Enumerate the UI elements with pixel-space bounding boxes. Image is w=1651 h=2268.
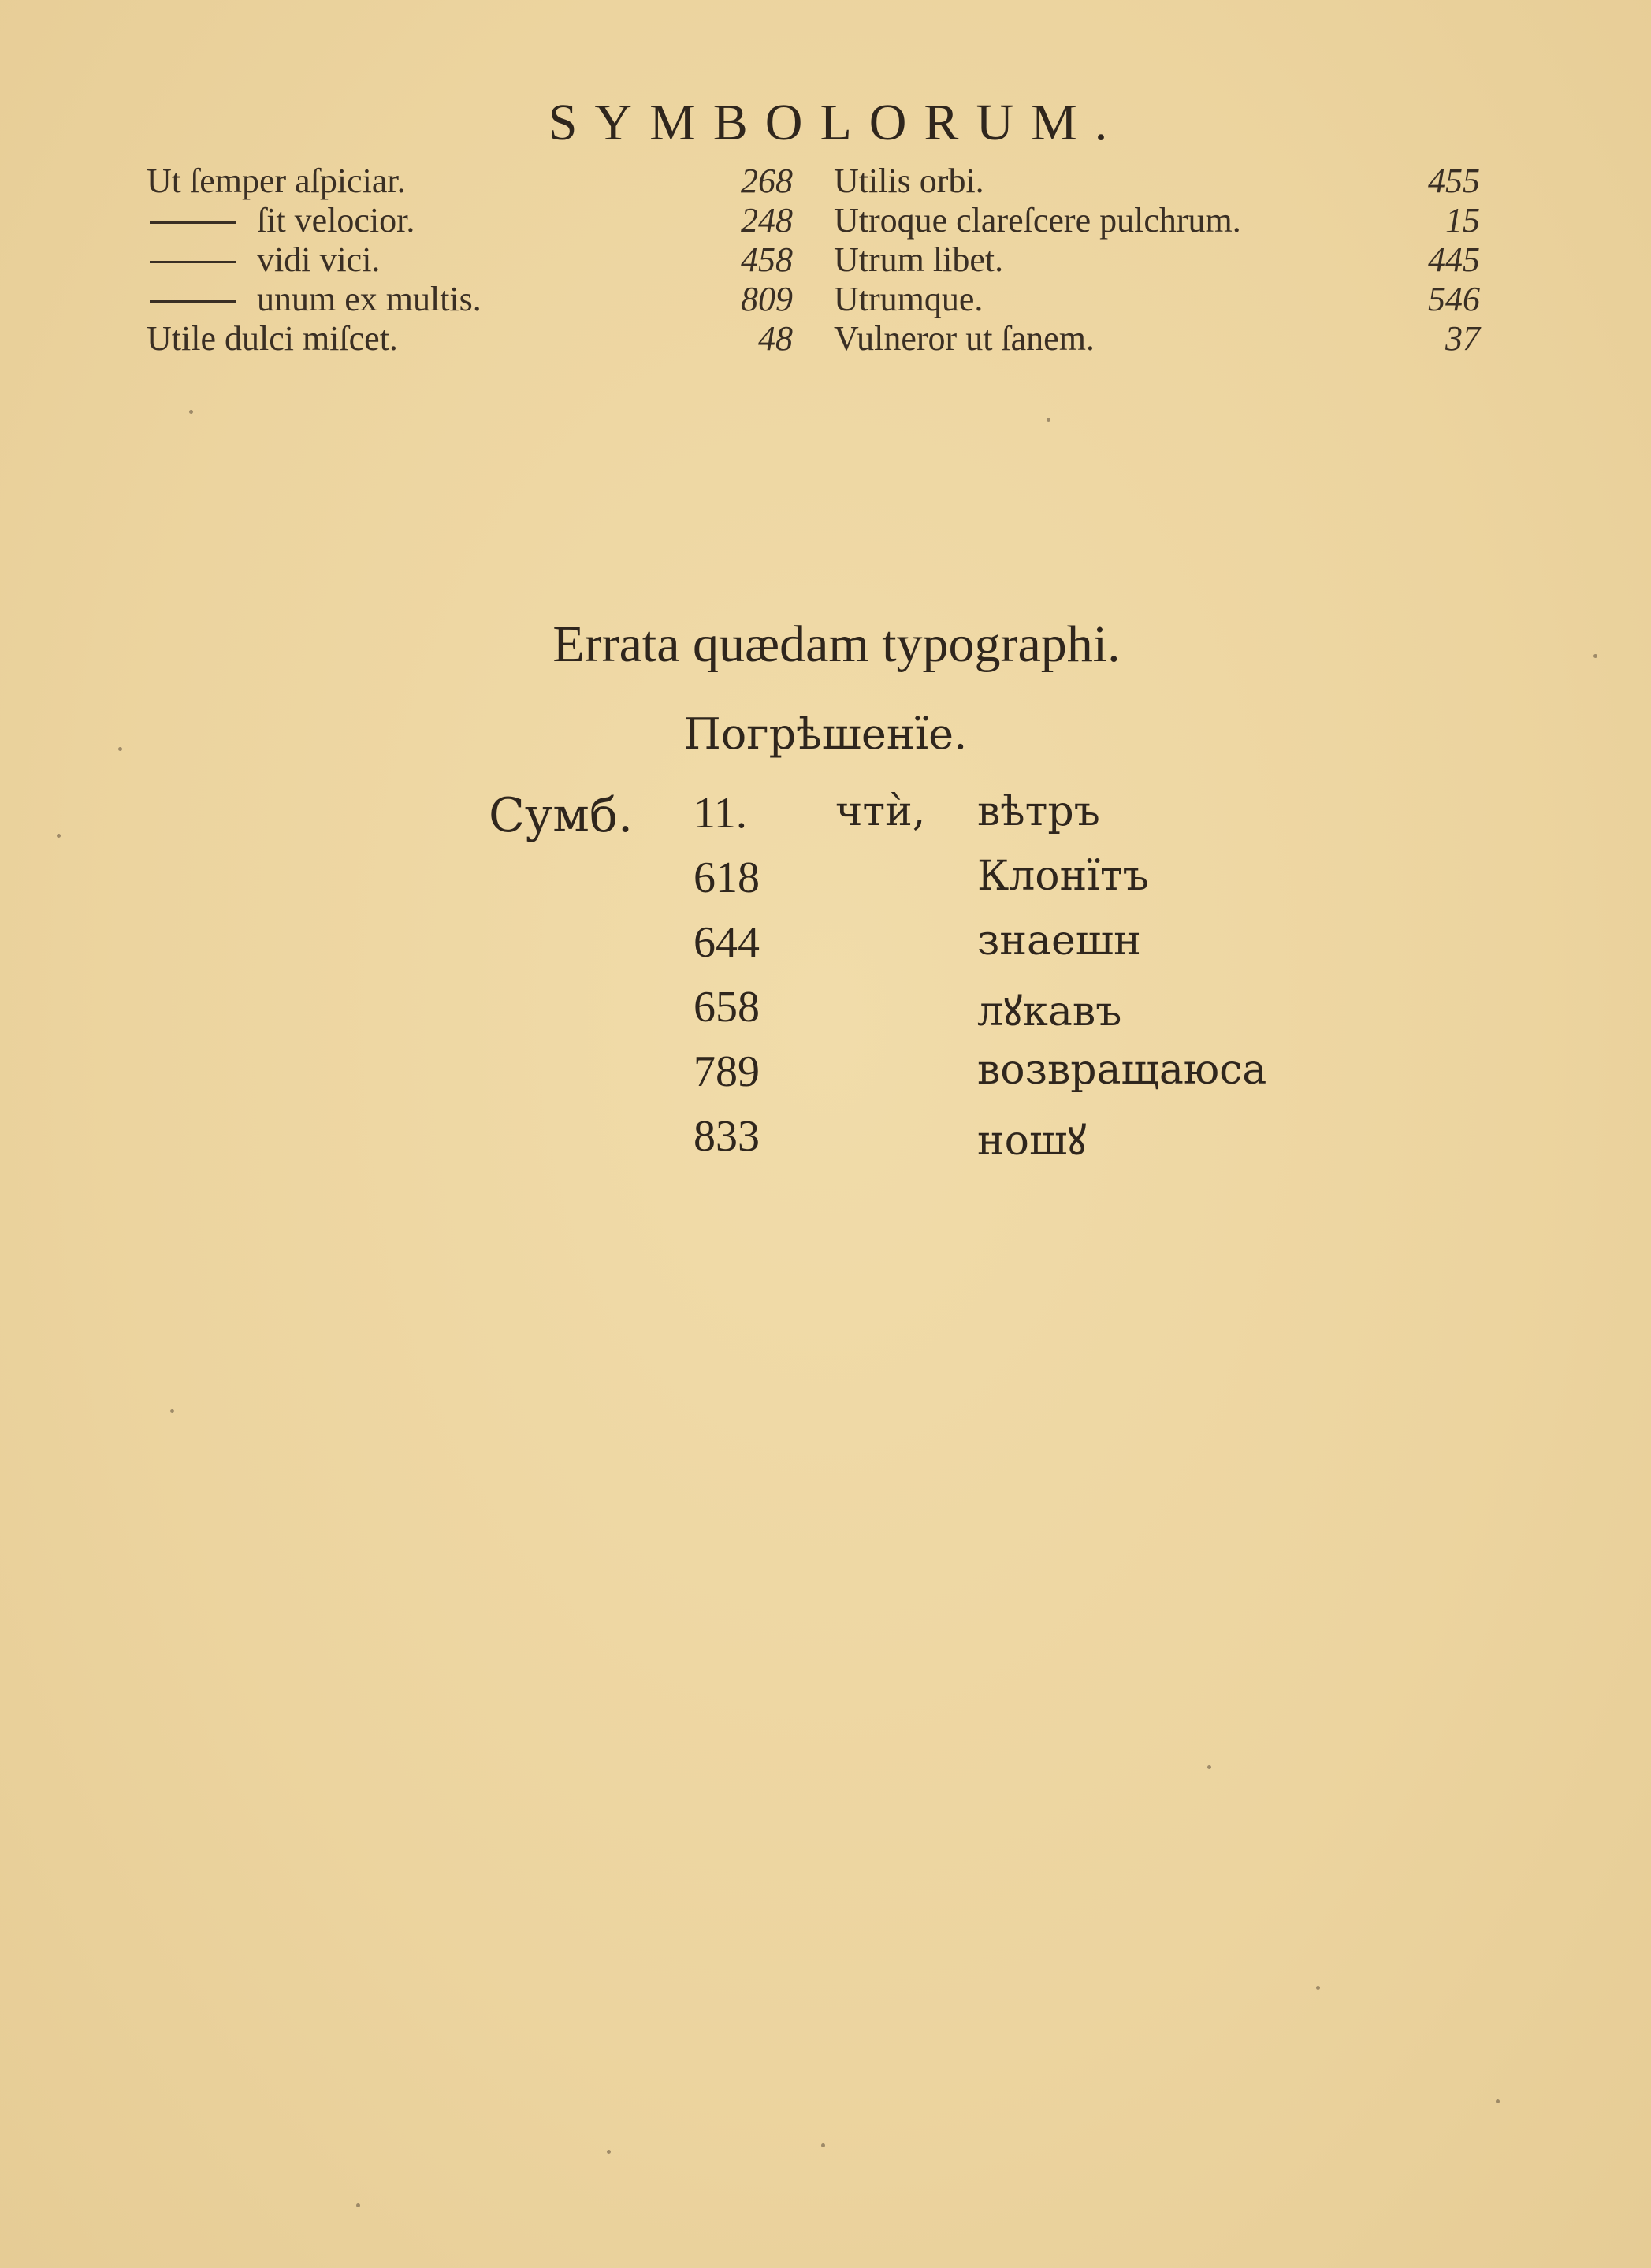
index-right-column xyxy=(834,162,1480,359)
paper-speck xyxy=(189,410,193,414)
errata-correction: знаешн xyxy=(977,917,1141,965)
errata-row xyxy=(489,917,1355,982)
paper-speck xyxy=(1316,1986,1320,1990)
entry-page-number: 546 xyxy=(1428,280,1480,318)
ditto-dash xyxy=(150,261,236,263)
errata-number: 11. xyxy=(693,789,747,838)
entry-text: vidi vici. xyxy=(257,240,381,279)
entry-page-number: 809 xyxy=(741,280,793,318)
index-entry xyxy=(834,162,1480,201)
entry-page-number: 458 xyxy=(741,240,793,279)
entry-text: Utile dulci miſcet. xyxy=(147,319,398,358)
entry-page-number: 445 xyxy=(1428,240,1480,279)
ditto-dash xyxy=(150,300,236,303)
paper-speck xyxy=(1047,418,1050,422)
errata-correction: вѣтръ xyxy=(977,788,1100,835)
index-entry xyxy=(834,201,1480,240)
entry-text: Utrumque. xyxy=(834,280,984,318)
paper-speck xyxy=(1593,654,1597,658)
paper-speck xyxy=(356,2203,360,2207)
errata-row xyxy=(489,1111,1355,1176)
index-entry xyxy=(147,319,793,359)
entry-text: Utroque clareſcere pulchrum. xyxy=(834,201,1241,240)
paper-speck xyxy=(607,2150,611,2154)
errata-number: 789 xyxy=(693,1047,760,1096)
entry-text: unum ex multis. xyxy=(257,280,482,318)
paper-speck xyxy=(170,1409,174,1413)
errata-title: Errata quædam typographi. xyxy=(552,615,1121,673)
errata-row xyxy=(489,982,1355,1047)
entry-page-number: 48 xyxy=(758,319,793,358)
errata-number: 618 xyxy=(693,853,760,902)
errata-number: 644 xyxy=(693,918,760,967)
paper-speck xyxy=(57,834,61,838)
errata-row xyxy=(489,853,1355,917)
errata-correction: ношꙋ xyxy=(977,1117,1087,1165)
index-entry xyxy=(147,280,793,319)
entry-page-number: 15 xyxy=(1445,201,1480,240)
paper-speck xyxy=(1207,1765,1211,1769)
errata-correction: Клонїтъ xyxy=(977,853,1149,900)
index-left-column xyxy=(147,162,793,359)
page-header: SYMBOLORUM. xyxy=(548,94,1125,151)
entry-text: Vulneror ut ſanem. xyxy=(834,319,1095,358)
index-entry xyxy=(834,280,1480,319)
index-entry xyxy=(834,319,1480,359)
paper-speck xyxy=(821,2143,825,2147)
errata-correction: возвращаюса xyxy=(977,1047,1267,1094)
entry-page-number: 268 xyxy=(741,162,793,200)
errata-row xyxy=(489,788,1355,853)
paper-speck xyxy=(1496,2099,1500,2103)
paper-speck xyxy=(118,747,122,751)
errata-number: 833 xyxy=(693,1112,760,1161)
entry-text: ſit velocior. xyxy=(257,201,415,240)
index-entry xyxy=(834,240,1480,280)
errata-reference: Сумб. xyxy=(489,788,634,843)
index-entry xyxy=(147,240,793,280)
errata-table xyxy=(489,788,1355,1176)
entry-page-number: 248 xyxy=(741,201,793,240)
index-entry xyxy=(147,201,793,240)
errata-number: 658 xyxy=(693,983,760,1032)
index-entry xyxy=(147,162,793,201)
ditto-dash xyxy=(150,221,236,224)
entry-text: Utilis orbi. xyxy=(834,162,984,200)
entry-page-number: 37 xyxy=(1445,319,1480,358)
errata-read-label: чтѝ, xyxy=(835,788,926,835)
entry-text: Ut ſemper aſpiciar. xyxy=(147,162,406,200)
entry-text: Utrum libet. xyxy=(834,240,1004,279)
errata-row xyxy=(489,1047,1355,1111)
entry-page-number: 455 xyxy=(1428,162,1480,200)
errata-correction: лꙋкавъ xyxy=(977,988,1122,1035)
errata-slavonic-heading: Погрѣшенїе. xyxy=(683,709,968,759)
